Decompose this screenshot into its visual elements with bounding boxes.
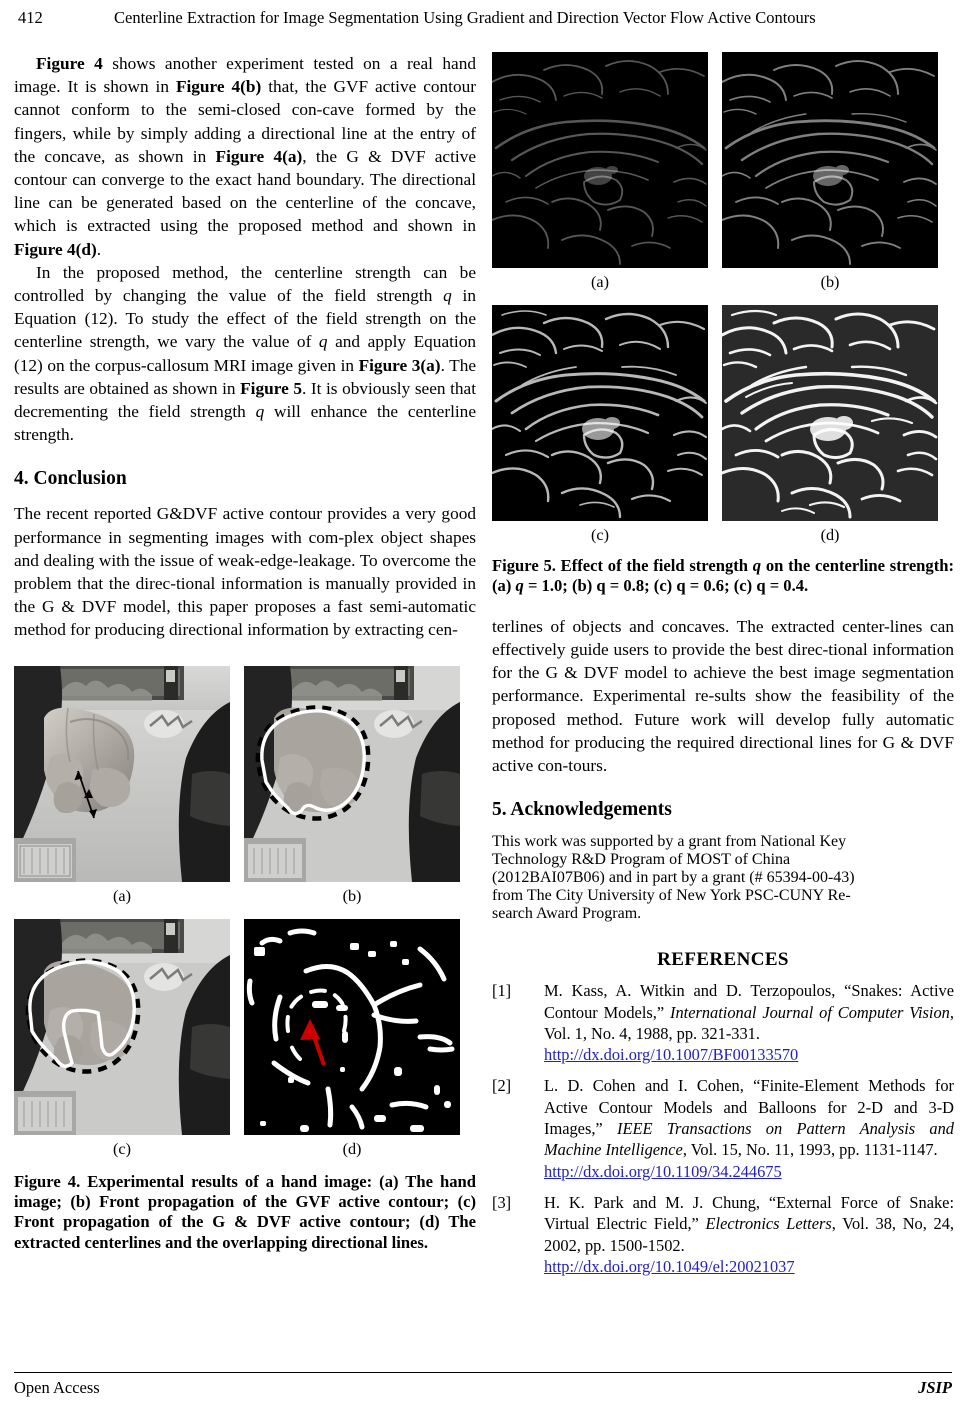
figure-5-caption-symbol-q: q xyxy=(752,556,762,575)
footer-open-access: Open Access xyxy=(14,1378,100,1397)
page-number: 412 xyxy=(18,8,43,27)
figure-4-panel-d xyxy=(244,919,460,1158)
heading-conclusion: 4. Conclusion xyxy=(14,468,127,490)
heading-references: REFERENCES xyxy=(657,949,789,971)
figure-4-panel-c xyxy=(14,919,230,1158)
reference-number-3: [3] xyxy=(492,1192,512,1212)
reference-journal-2: IEEE Transactions on Pattern Analysis and Machine Intelligence xyxy=(544,1119,954,1160)
figure-5-panel-b xyxy=(722,52,938,291)
left-column xyxy=(14,52,476,1253)
figure-5-panel-d xyxy=(722,305,938,544)
reference-number-1: [1] xyxy=(492,981,512,1001)
paragraph-conclusion-continued: terlines of objects and concaves. The extracted center-lines can effectively guide users to provide the best direc-tional information for the G & DVF model to achieve the best image segmentation performance. Experimental re-sults show the feasibility of the proposed method. Future work will develop fully automatic method for producing the required directional lines for G & DVF active con-tours. xyxy=(492,616,954,776)
figure-4-sublabel-d: (d) xyxy=(342,1139,362,1158)
reference-details-2: , Vol. 15, No. 11, 1993, pp. 1131-1147. xyxy=(682,1140,938,1160)
hand-photo-gvf-contour xyxy=(244,666,460,882)
figure-5-caption-mid: on the centerline strength: (a) xyxy=(492,556,954,596)
centerline-strength-map-q1-0 xyxy=(492,52,708,268)
figure-5-caption-lead: Figure 5. Effect of the field strength xyxy=(492,556,753,575)
reference-item-3 xyxy=(492,1192,954,1277)
paragraph-acknowledgements xyxy=(492,833,954,923)
centerline-strength-map-q0-8 xyxy=(722,52,938,268)
figure-5-sublabel-b: (b) xyxy=(820,273,840,291)
figure-4-image-d xyxy=(244,919,460,1135)
reference-item-1 xyxy=(492,980,954,1065)
figure-4-row-bottom xyxy=(14,919,476,1158)
reference-details-3: , Vol. 38, No, 24, 2002, pp. 1500-1502. xyxy=(544,1214,954,1255)
page-footer xyxy=(14,1372,952,1398)
paragraph-figure4-discussion: Figure 4 shows another experiment tested on a real hand image. It is shown in Figure 4(b) that, the GVF active contour cannot conform to the semi-closed con-cave formed by the fingers, while by simply adding a directional line at the entry of the concave, as shown in Figure 4(a), the G & DVF active contour can converge to the exact hand boundary. The directional line can be generated based on the centerline of the concave, which is extracted using the proposed method and shown in Figure 4(d). xyxy=(14,54,477,259)
figure-4-row-top xyxy=(14,666,476,905)
centerline-strength-map-q0-4 xyxy=(722,305,938,521)
figure-4-caption: Figure 4. Experimental results of a hand image: (a) The hand image; (b) Front propagation of the GVF active contour; (c) Front propagation of the G & DVF active contour; (d) The extracted centerlines and the overlapping directional lines. xyxy=(14,1171,476,1252)
hand-photo-gdvf-contour xyxy=(14,919,230,1135)
reference-journal-1: International Journal of Computer Vision xyxy=(669,1002,950,1022)
reference-authors-title-2: L. D. Cohen and I. Cohen, “Finite-Element Methods for Active Contour Models and Balloons for 2-D and 3-D Images,” xyxy=(544,1076,954,1139)
acknowledgements-line-4: from The City University of New York PSC-CUNY Re- xyxy=(492,887,851,905)
figure-5-row-top xyxy=(492,52,954,291)
paragraph-field-strength: In the proposed method, the centerline strength can be controlled by changing the value of the field strength q in Equation (12). To study the effect of the field strength on the centerline strength, we vary the value of q and apply Equation (12) on the corpus-callosum MRI image given in Figure 3(a). The results are obtained as shown in Figure 5. It is obviously seen that decrementing the field strength q will enhance the centerline strength. xyxy=(14,262,477,445)
figure-5-image-c xyxy=(492,305,708,521)
footer-journal-abbreviation: JSIP xyxy=(918,1378,952,1397)
figure-5 xyxy=(492,52,954,597)
figure-4-panel-b xyxy=(244,666,460,905)
acknowledgements-line-5: search Award Program. xyxy=(492,905,642,923)
reference-doi-link-2[interactable]: http://dx.doi.org/10.1109/34.244675 xyxy=(544,1161,782,1181)
paragraph-conclusion: The recent reported G&DVF active contour provides a very good performance in segmenting images with com-plex object shapes and dealing with the issue of weak-edge-leakage. To overcome the problem that the direc-tional information is manually provided in the G & DVF model, this paper proposes a fast semi-automatic method for producing directional information by extracting cen- xyxy=(14,504,476,640)
figure-4-image-c xyxy=(14,919,230,1135)
figure-5-image-b xyxy=(722,52,938,268)
reference-journal-3: Electronics Letters xyxy=(705,1214,832,1234)
figure-5-sublabel-c: (c) xyxy=(591,526,609,544)
centerline-strength-map-q0-6 xyxy=(492,305,708,521)
figure-5-panel-c xyxy=(492,305,708,544)
reference-item-2 xyxy=(492,1075,954,1181)
figure-5-row-bottom xyxy=(492,305,954,544)
figure-4-sublabel-b: (b) xyxy=(342,886,362,905)
reference-number-2: [2] xyxy=(492,1076,512,1096)
footer-rule xyxy=(14,1372,952,1373)
reference-authors-title-3: H. K. Park and M. J. Chung, “External Force of Snake: Virtual Electric Field,” xyxy=(544,1192,954,1234)
figure-5-caption-tail: = 1.0; (b) q = 0.8; (c) q = 0.6; (c) q = 0.4. xyxy=(523,576,809,596)
running-head xyxy=(18,8,948,32)
figure-4-sublabel-c: (c) xyxy=(113,1139,131,1158)
figure-5-sublabel-a: (a) xyxy=(591,273,609,291)
reference-details-1: , Vol. 1, No. 4, 1988, pp. 321-331. xyxy=(544,1002,954,1043)
acknowledgements-line-2: Technology R&D Program of MOST of China xyxy=(492,851,791,869)
reference-authors-title-1: M. Kass, A. Witkin and D. Terzopoulos, “Snakes: Active Contour Models,” xyxy=(544,981,954,1022)
figure-4-panel-a xyxy=(14,666,230,905)
figure-5-image-a xyxy=(492,52,708,268)
figure-4-image-a xyxy=(14,666,230,882)
figure-5-panel-a xyxy=(492,52,708,291)
heading-acknowledgements: 5. Acknowledgements xyxy=(492,799,672,821)
acknowledgements-line-3: (2012BAI07B06) and in part by a grant (# 65394-00-43) xyxy=(492,869,855,887)
reference-doi-link-3[interactable]: http://dx.doi.org/10.1049/el:20021037 xyxy=(544,1256,795,1276)
hand-photo-with-arrow xyxy=(14,666,230,882)
binary-centerline-map-with-red-arrow xyxy=(244,919,460,1135)
right-column xyxy=(492,52,954,1287)
figure-5-image-d xyxy=(722,305,938,521)
figure-5-caption-symbol-q2: q xyxy=(515,576,524,596)
figure-4 xyxy=(14,666,476,1254)
figure-4-image-b xyxy=(244,666,460,882)
acknowledgements-line-1: This work was supported by a grant from National Key xyxy=(492,833,847,851)
reference-doi-link-1[interactable]: http://dx.doi.org/10.1007/BF00133570 xyxy=(544,1045,799,1065)
figure-5-sublabel-d: (d) xyxy=(820,526,840,544)
figure-5-caption xyxy=(492,556,954,597)
running-head-title: Centerline Extraction for Image Segmentation Using Gradient and Direction Vector Flow Active Contours xyxy=(114,8,816,27)
figure-4-sublabel-a: (a) xyxy=(113,886,131,905)
